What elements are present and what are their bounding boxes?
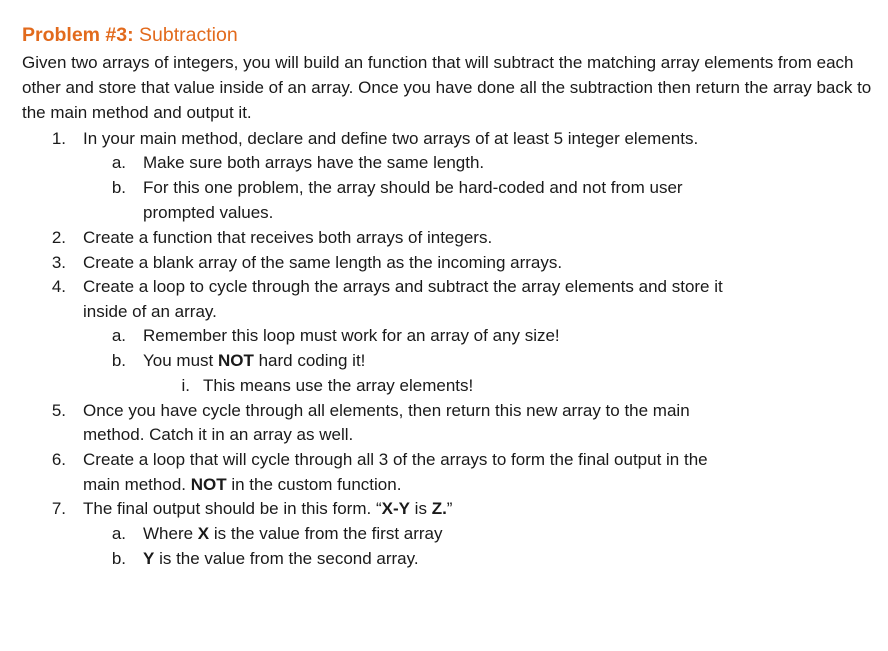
problem-title: [22, 22, 238, 48]
step-7a-pre: Where: [143, 524, 198, 543]
step-7-pre: The final output should be in this form. “: [83, 499, 382, 518]
step-1a-text: Make sure both arrays have the same length.: [143, 153, 485, 172]
step-7a-var-x: X: [197, 524, 210, 543]
step-1-marker: 1.: [51, 129, 66, 148]
step-4a-marker: a.: [111, 326, 126, 345]
step-7-marker: 7.: [51, 499, 66, 518]
step-4a-text: Remember this loop must work for an array of any size!: [143, 326, 560, 345]
step-3-text: Create a blank array of the same length as the incoming arrays.: [83, 253, 563, 272]
step-1b-line2: prompted values.: [143, 203, 274, 222]
step-7a-post: is the value from the first array: [209, 524, 443, 543]
step-4b-pre: You must: [143, 351, 218, 370]
step-1b-line1: For this one problem, the array should be hard-coded and not from user: [143, 178, 683, 197]
problem-number-label: Problem #3:: [22, 24, 134, 46]
step-1-text: In your main method, declare and define two arrays of at least 5 integer elements.: [83, 129, 699, 148]
step-2-marker: 2.: [51, 228, 66, 247]
step-7-format-z: Z.: [431, 499, 447, 518]
step-5-line1: Once you have cycle through all elements, then return this new array to the main: [83, 401, 690, 420]
step-7-format-xy: X-Y: [381, 499, 410, 518]
step-7b-marker: b.: [111, 549, 126, 568]
step-4bi-text: This means use the array elements!: [203, 376, 474, 395]
step-2-text: Create a function that receives both arrays of integers.: [83, 228, 493, 247]
step-4b-text: [143, 348, 365, 373]
step-7-text: [83, 496, 452, 521]
step-4-line1: Create a loop to cycle through the arrays and subtract the array elements and store it: [83, 277, 723, 296]
step-6-line2-post: in the custom function.: [226, 475, 402, 494]
step-7a-text: [143, 521, 443, 546]
step-6-marker: 6.: [51, 450, 66, 469]
step-7b-var-y: Y: [143, 549, 155, 568]
step-3-marker: 3.: [51, 253, 66, 272]
step-6-emphasis: NOT: [190, 475, 227, 494]
step-7a-marker: a.: [111, 524, 126, 543]
step-4-marker: 4.: [51, 277, 66, 296]
step-5-marker: 5.: [51, 401, 66, 420]
step-4-line2: inside of an array.: [83, 302, 217, 321]
step-5-line2: method. Catch it in an array as well.: [83, 425, 354, 444]
step-4b-marker: b.: [111, 351, 126, 370]
step-7b-text: [143, 546, 419, 571]
step-6-line2-pre: main method.: [83, 475, 191, 494]
step-4bi-marker: i.: [181, 376, 190, 395]
step-1b-marker: b.: [111, 178, 126, 197]
step-4b-post: hard coding it!: [253, 351, 366, 370]
step-7-mid: is: [409, 499, 432, 518]
step-6-line2: [83, 472, 401, 497]
intro-paragraph: Given two arrays of integers, you will build an function that will subtract the matching array elements from each other and store that value inside of an array. Once you have done all the subtraction then return the array back to the main method and output it.: [22, 53, 872, 122]
step-6-line1: Create a loop that will cycle through all 3 of the arrays to form the final output in the: [83, 450, 708, 469]
problem-title-text: Subtraction: [139, 24, 238, 46]
step-4b-emphasis: NOT: [217, 351, 254, 370]
step-7-post: ”: [446, 499, 453, 518]
step-7b-post: is the value from the second array.: [154, 549, 419, 568]
step-1a-marker: a.: [111, 153, 126, 172]
